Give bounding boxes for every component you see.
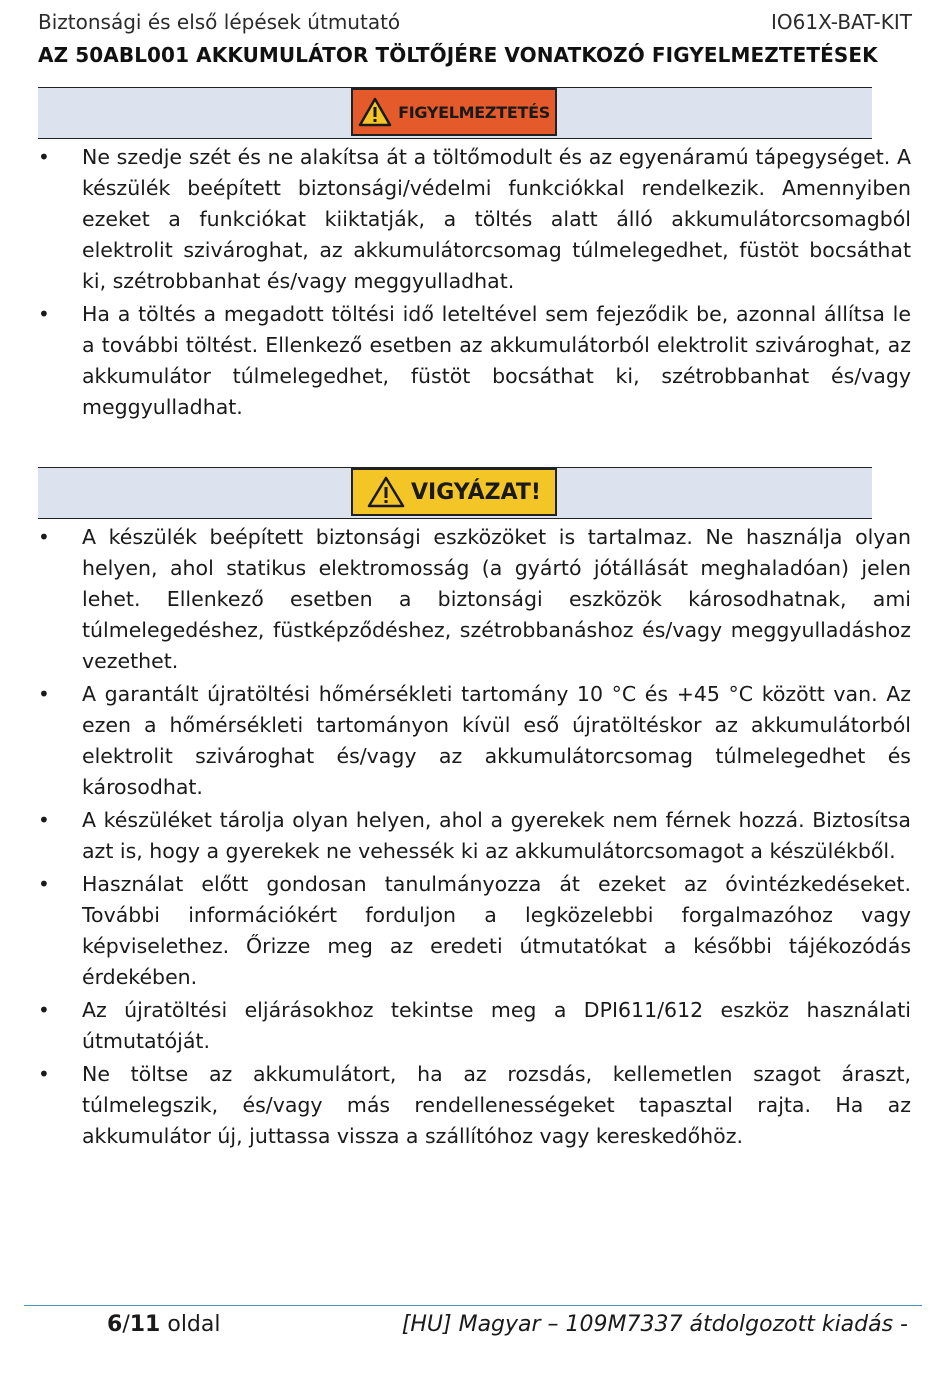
caution-triangle-icon bbox=[367, 476, 405, 508]
list-item bbox=[38, 805, 911, 867]
list-item-text: Ne szedje szét és ne alakítsa át a töltőmodult és az egyenáramú tápegységet. A készülék beépített biztonsági/védelmi funkciókkal rendelkezik. Amennyiben ezeket a funkciókat kiiktatják, a töltés alatt álló akkumulátorcsomagból elektrolit szivároghat, az akkumulátorcsomag túlmelegedhet, füstöt bocsáthat ki, szétrobbanhat és/vagy meggyulladhat. bbox=[82, 145, 911, 293]
page-word: oldal bbox=[160, 1312, 221, 1337]
list-item-text: A készüléket tárolja olyan helyen, ahol a gyerekek nem férnek hozzá. Biztosítsa azt is, hogy a gyerekek ne vehessék ki az akkumulátorcsomagot a készülékből. bbox=[82, 808, 911, 863]
list-item bbox=[38, 522, 911, 677]
list-item bbox=[38, 995, 911, 1057]
bullet-icon: • bbox=[38, 525, 50, 549]
bullet-icon: • bbox=[38, 998, 50, 1022]
bullet-icon: • bbox=[38, 145, 50, 169]
list-item-text: Ne töltse az akkumulátort, ha az rozsdás, kellemetlen szagot áraszt, túlmelegszik, és/vagy más rendellenességeket tapasztal rajta. Ha az akkumulátor új, juttassa vissza a szállítóhoz vagy kereskedőhöz. bbox=[82, 1062, 911, 1148]
warning-banner bbox=[38, 87, 872, 139]
bullet-icon: • bbox=[38, 808, 50, 832]
section-title: AZ 50ABL001 AKKUMULÁTOR TÖLTŐJÉRE VONATKOZÓ FIGYELMEZTETÉSEK bbox=[38, 43, 878, 67]
warning-triangle-icon bbox=[358, 97, 392, 127]
page-number bbox=[107, 1312, 220, 1337]
list-item bbox=[38, 869, 911, 993]
caution-label-box bbox=[351, 468, 557, 516]
bullet-icon: • bbox=[38, 872, 50, 896]
list-item-text: A készülék beépített biztonsági eszközöket is tartalmaz. Ne használja olyan helyen, ahol statikus elektromosság (a gyártó jótállását meghaladóan) jelen lehet. Ellenkező esetben a biztonsági eszközök károsodhatnak, ami túlmelegedéshez, füstképződéshez, szétrobbanáshoz és/vagy meggyulladáshoz vezethet. bbox=[82, 525, 911, 673]
page-current: 6 bbox=[107, 1312, 123, 1337]
caution-label: VIGYÁZAT! bbox=[411, 479, 541, 505]
list-item bbox=[38, 1059, 911, 1152]
bullet-icon: • bbox=[38, 1062, 50, 1086]
running-header bbox=[38, 10, 912, 34]
page-total: 11 bbox=[129, 1312, 161, 1337]
list-item bbox=[38, 299, 911, 423]
bullet-icon: • bbox=[38, 302, 50, 326]
warning-label-box bbox=[351, 88, 557, 136]
page-separator: / bbox=[122, 1312, 130, 1337]
warning-list bbox=[38, 142, 911, 425]
warning-label: FIGYELMEZTETÉS bbox=[398, 102, 550, 122]
footer-divider bbox=[24, 1305, 922, 1306]
list-item-text: Az újratöltési eljárásokhoz tekintse meg a DPI611/612 eszköz használati útmutatóját. bbox=[82, 998, 911, 1053]
list-item-text: A garantált újratöltési hőmérsékleti tartomány 10 °C és +45 °C között van. Az ezen a hőmérsékleti tartományon kívül eső újratöltéskor az akkumulátorból elektrolit szivároghat és/vagy az akkumulátorcsomag túlmelegedhet és károsodhat. bbox=[82, 682, 911, 799]
document-title: Biztonsági és első lépések útmutató bbox=[38, 10, 401, 34]
list-item bbox=[38, 679, 911, 803]
caution-list bbox=[38, 522, 911, 1154]
list-item bbox=[38, 142, 911, 297]
caution-banner bbox=[38, 467, 872, 519]
list-item-text: Ha a töltés a megadott töltési idő leteltével sem fejeződik be, azonnal állítsa le a további töltést. Ellenkező esetben az akkumulátorból elektrolit szivároghat, az akkumulátor túlmelegedhet, füstöt bocsáthat ki, szétrobbanhat és/vagy meggyulladhat. bbox=[82, 302, 911, 419]
list-item-text: Használat előtt gondosan tanulmányozza át ezeket az óvintézkedéseket. További információkért forduljon a legközelebbi forgalmazóhoz vagy képviselethez. Őrizze meg az eredeti útmutatókat a későbbi tájékozódás érdekében. bbox=[82, 872, 911, 989]
bullet-icon: • bbox=[38, 682, 50, 706]
edition-info: [HU] Magyar – 109M7337 átdolgozott kiadás - bbox=[401, 1312, 908, 1337]
product-code: IO61X-BAT-KIT bbox=[771, 10, 912, 34]
